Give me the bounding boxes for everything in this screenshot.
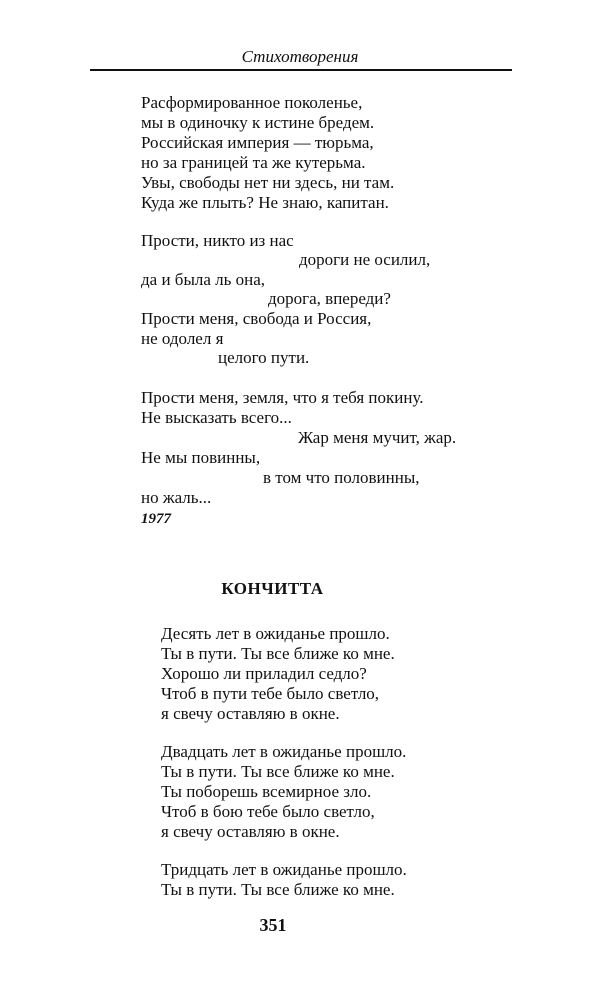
poem-line: но за границей та же кутерьма. <box>141 153 366 172</box>
poem-line: Жар меня мучит, жар. <box>298 428 457 447</box>
poem-line: Чтоб в пути тебе было светло, <box>161 684 380 703</box>
poem-line: Ты в пути. Ты все ближе ко мне. <box>161 644 395 663</box>
poem-line: Расформированное поколенье, <box>141 93 363 112</box>
poem-line: Ты поборешь всемирное зло. <box>161 782 372 801</box>
poem-line: Куда же плыть? Не знаю, капитан. <box>141 193 389 212</box>
page-number: 351 <box>259 915 287 935</box>
poem-line: дороги не осилил, <box>299 250 431 269</box>
poem-title: КОНЧИТТА <box>221 579 324 598</box>
poem-line: я свечу оставляю в окне. <box>161 822 340 841</box>
poem-line: Ты в пути. Ты все ближе ко мне. <box>161 880 395 899</box>
poem-date: 1977 <box>141 511 171 527</box>
poem-line: Российская империя — тюрьма, <box>141 133 374 152</box>
poem-line: целого пути. <box>218 348 310 367</box>
poem-line: дорога, впереди? <box>268 289 391 308</box>
poem-line: Увы, свободы нет ни здесь, ни там. <box>141 173 395 192</box>
header-rule <box>90 69 512 71</box>
poem-line: Прости меня, земля, что я тебя покину. <box>141 388 424 407</box>
poem-line: да и была ль она, <box>141 270 266 289</box>
poem-line: Двадцать лет в ожиданье прошло. <box>161 742 407 761</box>
poem-line: Прости меня, свобода и Россия, <box>141 309 372 328</box>
poem-line: но жаль... <box>141 488 212 507</box>
poem-line: не одолел я <box>141 329 224 348</box>
poem-line: Тридцать лет в ожиданье прошло. <box>161 860 407 879</box>
poem-line: мы в одиночку к истине бредем. <box>141 113 375 132</box>
poem-line: Не высказать всего... <box>141 408 292 427</box>
running-head: Стихотворения <box>241 47 359 66</box>
poem-line: Чтоб в бою тебе было светло, <box>161 802 375 821</box>
poem-line: в том что половинны, <box>263 468 420 487</box>
poem-line: я свечу оставляю в окне. <box>161 704 340 723</box>
poem-line: Не мы повинны, <box>141 448 261 467</box>
poem-line: Хорошо ли приладил седло? <box>161 664 367 683</box>
poem-line: Десять лет в ожиданье прошло. <box>161 624 390 643</box>
poem-line: Ты в пути. Ты все ближе ко мне. <box>161 762 395 781</box>
poem-line: Прости, никто из нас <box>141 231 294 250</box>
